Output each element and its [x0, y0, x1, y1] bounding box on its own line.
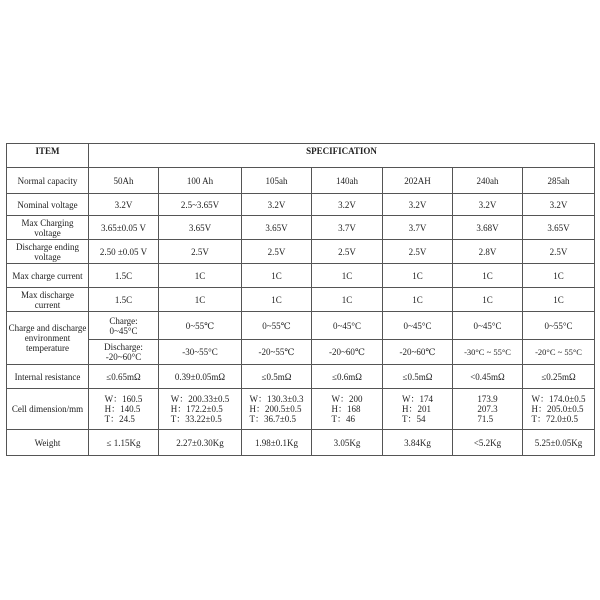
table-cell: 0~45°C: [383, 312, 453, 340]
table-cell: 3.2V: [383, 194, 453, 216]
table-cell: 1C: [383, 288, 453, 312]
dim-height: H：200.5±0.5: [249, 404, 302, 414]
table-row-max-discharge-current: [7, 288, 595, 312]
table-cell: 1C: [312, 264, 383, 288]
row-label: Internal resistance: [7, 365, 89, 389]
dim-width: W：200.33±0.5: [170, 394, 230, 404]
table-row-max-charging-voltage: [7, 216, 595, 240]
row-label: Normal capacity: [7, 168, 89, 194]
table-cell: [242, 389, 312, 430]
dimension-block: [171, 394, 229, 424]
row-label: Max discharge current: [7, 288, 89, 312]
dim-height: H：168: [331, 404, 361, 414]
table-cell: 0~55°C: [523, 312, 595, 340]
table-cell: 2.5V: [312, 240, 383, 264]
charge-range: 0~45°C: [109, 325, 138, 336]
table-cell: 1C: [453, 264, 523, 288]
table-cell: 3.05Kg: [312, 430, 383, 456]
table-cell: [89, 340, 159, 365]
table-cell: 1C: [312, 288, 383, 312]
dim-thickness: T：54: [402, 414, 426, 424]
dim-height: H：140.5: [104, 404, 141, 414]
discharge-label: Discharge:: [104, 342, 143, 352]
dimension-block: [532, 394, 586, 424]
dim-thickness: T：36.7±0.5: [249, 414, 296, 424]
table-cell: <5.2Kg: [453, 430, 523, 456]
row-label: Cell dimension/mm: [7, 389, 89, 430]
table-row-max-charge-current: [7, 264, 595, 288]
table-cell: 1.5C: [89, 288, 159, 312]
table-cell: ≤0.25mΩ: [523, 365, 595, 389]
table-cell: -20°C ~ 55°C: [523, 340, 595, 365]
table-cell: 3.7V: [312, 216, 383, 240]
dim-width: W：130.3±0.3: [249, 394, 304, 404]
dimension-block: [402, 394, 433, 424]
row-label: Weight: [7, 430, 89, 456]
spec-table-wrapper: [6, 143, 594, 456]
table-cell: <0.45mΩ: [453, 365, 523, 389]
table-cell: 1.98±0.1Kg: [242, 430, 312, 456]
table-cell: [89, 312, 159, 340]
table-cell: -30°C ~ 55°C: [453, 340, 523, 365]
dim-height: H：205.0±0.5: [531, 404, 584, 414]
dim-thickness: T：24.5: [104, 414, 135, 424]
table-cell: 3.7V: [383, 216, 453, 240]
table-cell: 0~45°C: [453, 312, 523, 340]
table-cell: 3.2V: [453, 194, 523, 216]
table-cell: [312, 389, 383, 430]
row-label: Max charge current: [7, 264, 89, 288]
table-cell: 3.65V: [159, 216, 242, 240]
table-cell: [523, 389, 595, 430]
table-row-internal-resistance: [7, 365, 595, 389]
table-cell: 1C: [523, 264, 595, 288]
table-cell: 3.2V: [242, 194, 312, 216]
table-cell: 240ah: [453, 168, 523, 194]
table-cell: 2.5V: [523, 240, 595, 264]
table-cell: ≤ 1.15Kg: [89, 430, 159, 456]
dimension-block: [332, 394, 363, 424]
table-cell: 3.68V: [453, 216, 523, 240]
table-cell: ≤0.5mΩ: [383, 365, 453, 389]
row-label: Charge and discharge environment temperature: [7, 312, 89, 365]
table-cell: 100 Ah: [159, 168, 242, 194]
table-cell: 5.25±0.05Kg: [523, 430, 595, 456]
table-cell: 3.2V: [523, 194, 595, 216]
table-cell: 50Ah: [89, 168, 159, 194]
table-cell: 1C: [383, 264, 453, 288]
dimension-block: [250, 394, 304, 424]
table-row-weight: [7, 430, 595, 456]
table-cell: 2.5~3.65V: [159, 194, 242, 216]
dimension-block: [105, 394, 143, 424]
table-cell: 1.5C: [89, 264, 159, 288]
table-cell: 0.39±0.05mΩ: [159, 365, 242, 389]
dim-thickness: T：72.0±0.5: [531, 414, 578, 424]
dim-width: W：174.0±0.5: [531, 394, 586, 404]
table-cell: 1C: [523, 288, 595, 312]
row-label: Max Charging voltage: [7, 216, 89, 240]
discharge-range: -20~60°C: [105, 352, 142, 362]
header-row: [7, 144, 595, 168]
table-cell: 2.5V: [159, 240, 242, 264]
table-cell: 1C: [453, 288, 523, 312]
dim-width: 173.9: [477, 394, 498, 404]
table-cell: 3.65V: [242, 216, 312, 240]
table-cell: -20~60℃: [383, 340, 453, 365]
table-cell: [383, 389, 453, 430]
table-row-discharge-temperature: [7, 340, 595, 365]
table-cell: 3.2V: [89, 194, 159, 216]
table-cell: 2.50 ±0.05 V: [89, 240, 159, 264]
specification-header: SPECIFICATION: [89, 144, 595, 168]
discharge-temp-first: [104, 342, 143, 362]
table-cell: [453, 389, 523, 430]
table-cell: 3.65V: [523, 216, 595, 240]
table-cell: ≤0.65mΩ: [89, 365, 159, 389]
table-cell: -20~60℃: [312, 340, 383, 365]
table-cell: -30~55°C: [159, 340, 242, 365]
table-cell: 3.65±0.05 V: [89, 216, 159, 240]
row-label: Nominal voltage: [7, 194, 89, 216]
table-cell: ≤0.6mΩ: [312, 365, 383, 389]
table-cell: [159, 389, 242, 430]
table-cell: 1C: [242, 288, 312, 312]
table-cell: 3.84Kg: [383, 430, 453, 456]
table-cell: 2.5V: [383, 240, 453, 264]
item-header: ITEM: [7, 144, 89, 168]
table-cell: 0~45°C: [312, 312, 383, 340]
dim-height: 207.3: [477, 404, 498, 414]
table-cell: [89, 389, 159, 430]
dim-thickness: T：46: [331, 414, 355, 424]
dimension-block: [477, 394, 497, 424]
table-row-charge-temperature: [7, 312, 595, 340]
table-cell: 2.27±0.30Kg: [159, 430, 242, 456]
dim-height: H：201: [402, 404, 431, 414]
table-cell: 2.8V: [453, 240, 523, 264]
table-cell: 0~55℃: [159, 312, 242, 340]
table-cell: 140ah: [312, 168, 383, 194]
row-label: Discharge ending voltage: [7, 240, 89, 264]
table-cell: ≤0.5mΩ: [242, 365, 312, 389]
table-cell: 1C: [159, 288, 242, 312]
table-row-cell-dimension: [7, 389, 595, 430]
table-cell: 105ah: [242, 168, 312, 194]
table-row-capacity: [7, 168, 595, 194]
charge-label: Charge:: [109, 315, 138, 326]
table-row-nominal-voltage: [7, 194, 595, 216]
table-cell: 1C: [242, 264, 312, 288]
dim-width: W：160.5: [104, 394, 143, 404]
dim-width: W：174: [402, 394, 433, 404]
table-cell: 2.5V: [242, 240, 312, 264]
dim-thickness: T：33.22±0.5: [170, 414, 222, 424]
table-cell: 1C: [159, 264, 242, 288]
table-cell: 285ah: [523, 168, 595, 194]
table-cell: -20~55℃: [242, 340, 312, 365]
table-cell: 3.2V: [312, 194, 383, 216]
specification-table: [6, 143, 595, 456]
table-cell: 202AH: [383, 168, 453, 194]
table-row-discharge-ending-voltage: [7, 240, 595, 264]
charge-temp-first: [109, 316, 137, 336]
dim-height: H：172.2±0.5: [170, 404, 223, 414]
dim-thickness: 71.5: [477, 414, 494, 424]
dim-width: W：200: [331, 394, 363, 404]
table-cell: 0~55℃: [242, 312, 312, 340]
